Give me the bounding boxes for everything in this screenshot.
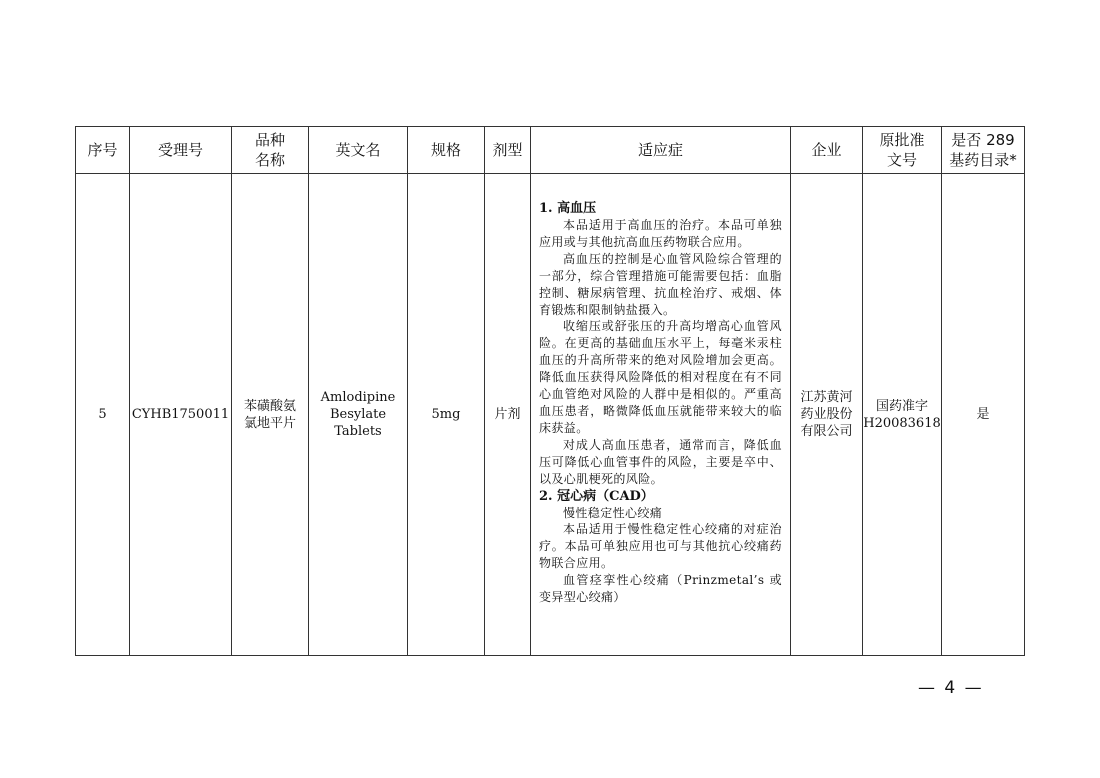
header-approval — [863, 127, 942, 174]
header-row — [76, 127, 1025, 174]
indication-paragraph: 对成人高血压患者，通常而言，降低血压可降低心血管事件的风险，主要是卒中、以及心肌梗死的风险。 — [539, 437, 782, 486]
header-variety-line2: 名称 — [254, 151, 285, 169]
indication-heading-2: 2. 冠心病（CAD） — [539, 488, 654, 504]
indication-paragraph: 收缩压或舒张压的升高均增高心血管风险。在更高的基础血压水平上，每毫米汞柱血压的升高所带来的绝对风险增加会更高。降低血压获得风险降低的相对程度在有不同心血管绝对风险的人群中是相似的。严重高血压患者，略微降低血压就能带来较大的临床获益。 — [539, 319, 782, 435]
cell-indication — [531, 174, 791, 656]
header-variety — [232, 127, 309, 174]
header-indication: 适应症 — [531, 127, 791, 174]
header-variety-line1: 品种 — [254, 131, 285, 149]
cell-variety-line: 苯磺酸氨 — [243, 398, 296, 414]
indication-paragraph: 本品适用于慢性稳定性心绞痛的对症治疗。本品可单独应用也可与其他抗心绞痛药物联合应用。 — [539, 522, 782, 571]
cell-company — [791, 174, 863, 656]
header-seq: 序号 — [76, 127, 130, 174]
indication-paragraph: 慢性稳定性心绞痛 — [563, 505, 663, 520]
header-essential-line1: 是否 289 — [951, 131, 1015, 149]
cell-english-line: Tablets — [334, 424, 382, 439]
header-english-name: 英文名 — [309, 127, 408, 174]
cell-accept-no: CYHB1750011 — [130, 174, 232, 656]
header-accept-no: 受理号 — [130, 127, 232, 174]
indication-heading-1: 1. 高血压 — [539, 201, 597, 216]
page-number: — 4 — — [918, 678, 984, 698]
header-approval-line1: 原批准 — [879, 131, 925, 149]
indication-paragraph: 高血压的控制是心血管风险综合管理的一部分，综合管理措施可能需要包括：血脂控制、糖尿病管理、抗血栓治疗、戒烟、体育锻炼和限制钠盐摄入。 — [539, 251, 782, 317]
header-dosage-form: 剂型 — [485, 127, 531, 174]
header-essential-line2: 基药目录* — [949, 151, 1017, 169]
cell-company-line: 江苏黄河 — [800, 390, 853, 405]
cell-approval-line: H20083618 — [863, 415, 941, 431]
header-company: 企业 — [791, 127, 863, 174]
cell-company-line: 有限公司 — [800, 424, 853, 439]
indication-paragraph: 血管痉挛性心绞痛（Prinzmetal’s 或变异型心绞痛） — [539, 573, 782, 605]
cell-approval — [863, 174, 942, 656]
header-spec: 规格 — [408, 127, 485, 174]
header-essential — [942, 127, 1025, 174]
header-approval-line2: 文号 — [886, 151, 917, 169]
cell-variety — [232, 174, 309, 656]
table-row — [76, 174, 1025, 656]
cell-spec: 5mg — [408, 174, 485, 656]
drug-table — [75, 126, 1025, 656]
cell-english-name — [309, 174, 408, 656]
cell-company-line: 药业股份 — [800, 407, 853, 422]
cell-essential: 是 — [942, 174, 1025, 656]
cell-approval-line: 国药准字 — [875, 398, 928, 414]
cell-english-line: Besylate — [329, 407, 387, 422]
cell-english-line: Amlodipine — [320, 390, 396, 405]
cell-dosage-form: 片剂 — [485, 174, 531, 656]
indication-paragraph: 本品适用于高血压的治疗。本品可单独应用或与其他抗高血压药物联合应用。 — [539, 218, 782, 249]
cell-variety-line: 氯地平片 — [243, 415, 296, 431]
cell-seq: 5 — [76, 174, 130, 656]
